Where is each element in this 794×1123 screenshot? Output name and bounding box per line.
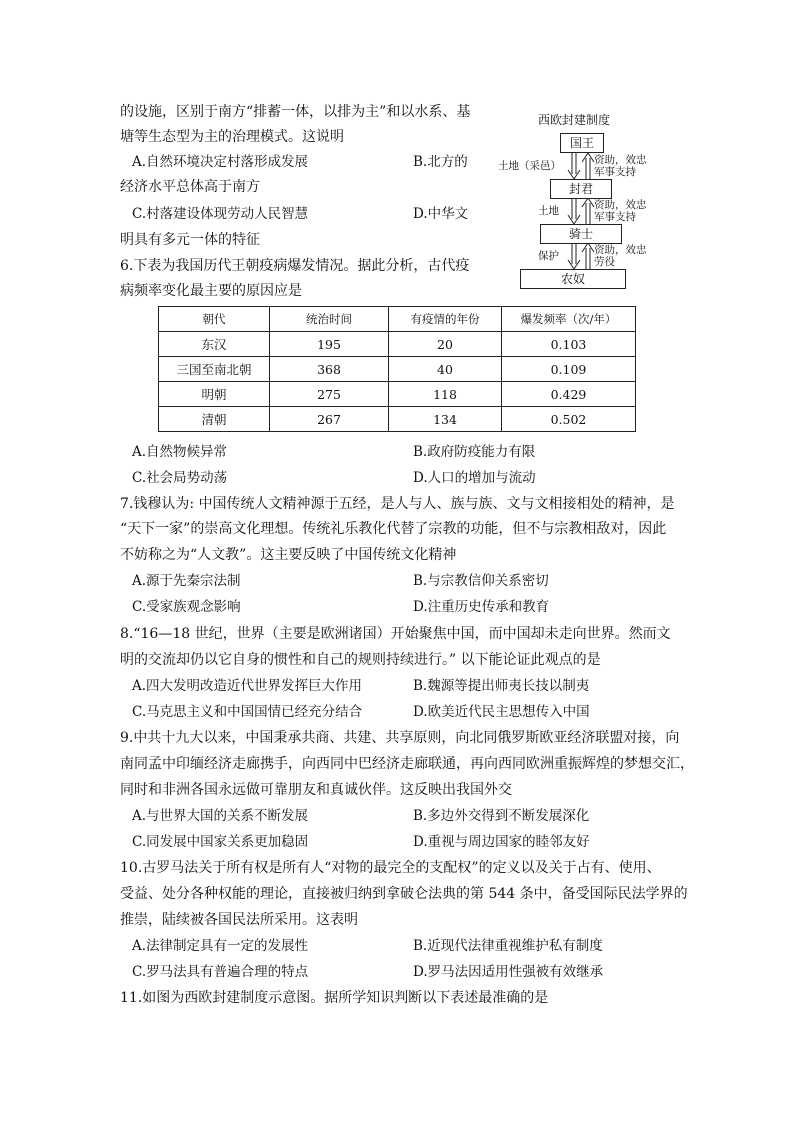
option-a: A.自然环境决定村落形成发展 bbox=[132, 154, 309, 170]
table-cell: 0.109 bbox=[502, 357, 636, 382]
epidemic-table bbox=[158, 306, 636, 432]
question-9-stem: 9.中共十九大以来，中国秉承共商、共建、共享原则，向北同俄罗斯欧亚经济联盟对接，向 bbox=[120, 730, 680, 746]
table-cell: 134 bbox=[389, 407, 502, 432]
text-line: 经济水平总体高于南方 bbox=[120, 179, 260, 195]
option-b: B.北方的 bbox=[413, 154, 468, 170]
option-b: B.政府防疫能力有限 bbox=[413, 444, 536, 460]
box-king: 国王 bbox=[560, 133, 604, 153]
label-support-2a: 资助，效忠 bbox=[594, 199, 647, 211]
table-row bbox=[159, 332, 636, 357]
option-a: A.自然物候异常 bbox=[132, 444, 228, 460]
table-header: 统治时间 bbox=[270, 307, 389, 332]
option-a: A.源于先秦宗法制 bbox=[132, 573, 241, 589]
label-support-1b: 军事支持 bbox=[594, 166, 636, 178]
question-7-stem: 7.钱穆认为: 中国传统人文精神源于五经，是人与人、族与族、文与文相接相处的精神，是 bbox=[120, 496, 675, 512]
option-c: C.马克思主义和中国国情已经充分结合 bbox=[132, 704, 363, 720]
option-c: C.同发展中国家关系更加稳固 bbox=[132, 834, 309, 850]
box-serf: 农奴 bbox=[520, 269, 626, 289]
diagram-title: 西欧封建制度 bbox=[538, 113, 611, 127]
label-support-2b: 军事支持 bbox=[594, 211, 636, 223]
option-d: D.注重历史传承和教育 bbox=[413, 599, 550, 615]
option-d: D.人口的增加与流动 bbox=[413, 470, 536, 486]
option-d: D.欧美近代民主思想传入中国 bbox=[413, 704, 590, 720]
question-9-stem: 同时和非洲各国永远做可靠朋友和真诚伙伴。这反映出我国外交 bbox=[120, 782, 512, 798]
option-b: B.与宗教信仰关系密切 bbox=[413, 573, 549, 589]
label-support-1a: 资助，效忠 bbox=[594, 154, 647, 166]
question-10-stem: 10.古罗马法关于所有权是所有人“对物的最完全的支配权”的定义以及关于占有、使用、 bbox=[120, 860, 661, 876]
option-b: B.多边外交得到不断发展深化 bbox=[413, 808, 590, 824]
question-10-stem: 推崇，陆续被各国民法所采用。这表明 bbox=[120, 912, 358, 928]
table-header: 爆发频率（次/年） bbox=[502, 307, 636, 332]
option-c: C.村落建设体现劳动人民智慧 bbox=[132, 206, 309, 222]
table-cell: 20 bbox=[389, 332, 502, 357]
table-header: 朝代 bbox=[159, 307, 270, 332]
table-cell: 368 bbox=[270, 357, 389, 382]
label-land-fief: 土地（采邑） bbox=[498, 160, 561, 172]
table-cell: 195 bbox=[270, 332, 389, 357]
table-row bbox=[159, 357, 636, 382]
option-b: B.魏源等提出师夷长技以制夷 bbox=[413, 678, 590, 694]
option-a: A.与世界大国的关系不断发展 bbox=[132, 808, 309, 824]
label-land: 土地 bbox=[538, 205, 559, 217]
question-6-stem: 6.下表为我国历代王朝疫病爆发情况。据此分析，古代疫 bbox=[120, 258, 470, 274]
table-cell: 三国至南北朝 bbox=[159, 357, 270, 382]
text-line: 的设施，区别于南方“排蓄一体，以排为主”和以水系、基 bbox=[120, 104, 471, 120]
table-header: 有疫情的年份 bbox=[389, 307, 502, 332]
question-11-stem: 11.如图为西欧封建制度示意图。据所学知识判断以下表述最准确的是 bbox=[120, 990, 549, 1006]
table-cell: 40 bbox=[389, 357, 502, 382]
feudal-system-diagram bbox=[490, 108, 690, 293]
option-a: A.四大发明改造近代世界发挥巨大作用 bbox=[132, 678, 363, 694]
option-a: A.法律制定具有一定的发展性 bbox=[132, 938, 309, 954]
question-6-stem: 病频率变化最主要的原因应是 bbox=[120, 283, 302, 299]
box-lord: 封君 bbox=[550, 179, 612, 199]
table-header-row bbox=[159, 307, 636, 332]
option-c: C.罗马法具有普遍合理的特点 bbox=[132, 964, 309, 980]
text-line: 明具有多元一体的特征 bbox=[120, 232, 260, 248]
text-line: 塘等生态型为主的治理模式。这说明 bbox=[120, 129, 344, 145]
table-row bbox=[159, 407, 636, 432]
option-b: B.近现代法律重视维护私有制度 bbox=[413, 938, 603, 954]
table-row bbox=[159, 382, 636, 407]
table-cell: 275 bbox=[270, 382, 389, 407]
question-9-stem: 南同孟中印缅经济走廊携手，向西同中巴经济走廊联通，再向西同欧洲重振辉煌的梦想交汇， bbox=[120, 756, 694, 772]
table-cell: 118 bbox=[389, 382, 502, 407]
table-cell: 267 bbox=[270, 407, 389, 432]
table-cell: 明朝 bbox=[159, 382, 270, 407]
label-support-3b: 劳役 bbox=[594, 256, 615, 268]
box-knight: 骑士 bbox=[540, 224, 622, 244]
label-support-3a: 资助，效忠 bbox=[594, 244, 647, 256]
table-cell: 0.103 bbox=[502, 332, 636, 357]
option-d: D.中华文 bbox=[413, 206, 469, 222]
question-10-stem: 受益、处分各种权能的理论，直接被归纳到拿破仑法典的第 544 条中，备受国际民法学界的 bbox=[120, 886, 688, 902]
option-c: C.社会局势动荡 bbox=[132, 470, 228, 486]
question-7-stem: 不妨称之为“人文教”。这主要反映了中国传统文化精神 bbox=[120, 547, 457, 563]
option-d: D.罗马法因适用性强被有效继承 bbox=[413, 964, 604, 980]
table-cell: 0.502 bbox=[502, 407, 636, 432]
question-8-stem: 8.“16—18 世纪，世界（主要是欧洲诸国）开始聚焦中国，而中国却未走向世界。然而文 bbox=[120, 626, 671, 642]
table-cell: 清朝 bbox=[159, 407, 270, 432]
table-cell: 东汉 bbox=[159, 332, 270, 357]
option-d: D.重视与周边国家的睦邻友好 bbox=[413, 834, 590, 850]
option-c: C.受家族观念影响 bbox=[132, 599, 241, 615]
table-cell: 0.429 bbox=[502, 382, 636, 407]
label-protection: 保护 bbox=[538, 250, 559, 262]
question-7-stem: “天下一家”的崇高文化理想。传统礼乐教化代替了宗教的功能，但不与宗教相敌对，因此 bbox=[120, 521, 667, 537]
question-8-stem: 明的交流却仍以它自身的惯性和自己的规则持续进行。” 以下能论证此观点的是 bbox=[120, 652, 601, 668]
